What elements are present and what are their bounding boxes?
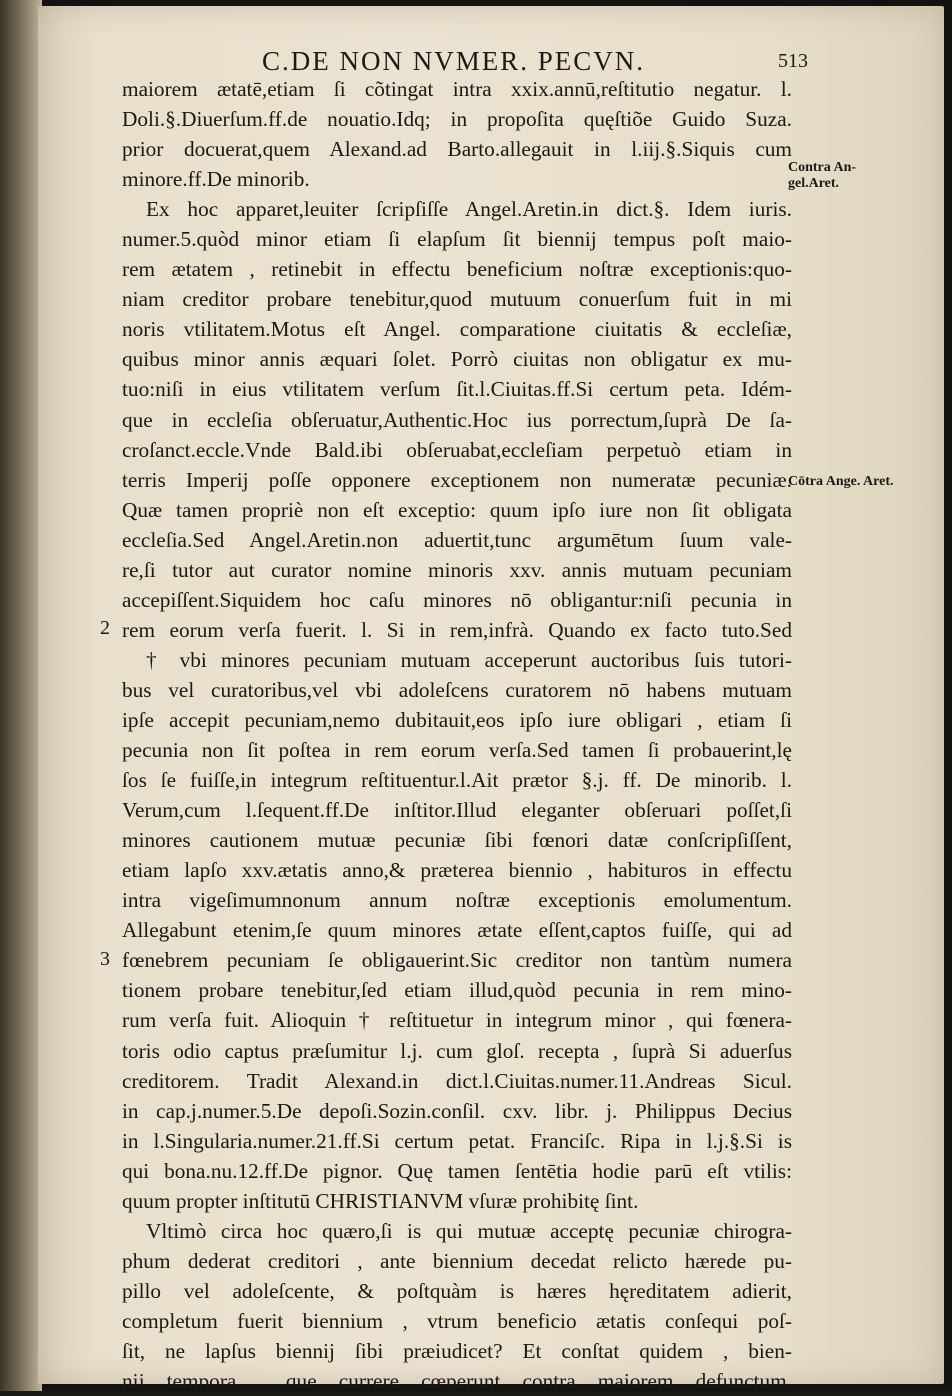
text-line: quum propter inſtitutū CHRISTIANVM vſuræ prohibitę ſint.: [122, 1188, 639, 1213]
text-line: qui bona.nu.12.ff.De pignor. Quę tamen ſentētia hodie parū eſt vtilis:: [122, 1158, 792, 1183]
folio-number: 513: [778, 50, 808, 72]
text-line: pillo vel adoleſcente, & poſtquàm is hæres hęreditatem adierit,: [122, 1278, 792, 1303]
margin-note-1: Contra An- gel.Aret.: [788, 160, 857, 191]
facing-page-edge: [0, 0, 42, 1391]
text-line: que in eccleſia obſeruatur,Authentic.Hoc ius porrectum,ſuprà De ſa-: [122, 407, 792, 432]
text-line: prior docuerat,quem Alexand.ad Barto.allegauit in l.iij.§.Siquis cum: [122, 137, 792, 162]
text-line: maiorem ætatē,etiam ſi cõtingat intra xxix.annū,reſtitutio negatur. l.: [122, 77, 792, 101]
margin-number-3: 3: [100, 948, 110, 970]
text-line: in cap.j.numer.5.De depoſi.Sozin.conſil. cxv. libr. j. Philippus Decius: [122, 1098, 792, 1123]
text-line: intra vigeſimumnonum annum noſtræ exceptionis emolumentum.: [122, 888, 792, 913]
text-line: tuo:niſi in eius vtilitatem verſum ſit.l.Ciuitas.ff.Si certum peta. Idém-: [122, 377, 792, 402]
text-line: ſit, ne lapſus biennij ſibi præiudicet? Et conſtat quidem , bien-: [122, 1338, 792, 1363]
text-line: terris Imperij poſſe opponere exceptionem non numeratæ pecuniæ.: [122, 467, 792, 492]
margin-note-2: Cōtra Ange. Aret.: [788, 474, 894, 489]
text-line: ſos ſe fuiſſe,in integrum reſtituentur.l.Ait prætor §.j. ff. De minorib. l.: [122, 768, 792, 793]
text-line: minores cautionem mutuæ pecuniæ ſibi fœnori datæ conſcripſiſſent,: [122, 828, 792, 853]
text-line: in l.Singularia.numer.21.ff.Si certum petat. Franciſc. Ripa in l.j.§.Si is: [122, 1128, 792, 1153]
text-line: Quæ tamen propriè non eſt exceptio: quum ipſo iure non ſit obligata: [122, 497, 792, 522]
text-line: toris odio captus præſumitur l.j. cum gloſ. recepta , ſuprà Si aduerſus: [122, 1038, 792, 1063]
text-line: Doli.§.Diuerſum.ff.de nouatio.Idq; in propoſita quęſtiõe Guido Suza.: [122, 107, 792, 132]
margin-number-2: 2: [100, 617, 110, 639]
text-line: tionem probare tenebitur,ſed etiam illud,quòd pecunia in rem mino-: [122, 978, 792, 1003]
text-line: noris vtilitatem.Motus eſt Angel. comparatione ciuitatis & eccleſiæ,: [122, 317, 792, 342]
text-line: phum dederat creditori , ante biennium decedat relicto hærede pu-: [122, 1248, 792, 1273]
text-line: rem eorum verſa fuerit. l. Si in rem,infrà. Quando ex facto tuto.Sed: [122, 617, 792, 642]
text-line: Vltimò circa hoc quæro,ſi is qui mutuæ acceptę pecuniæ chirogra-: [146, 1218, 792, 1243]
text-line: accepiſſent.Siquidem hoc caſu minores nō obligantur:niſi pecunia in: [122, 587, 792, 612]
text-line: rum verſa fuit. Alioquin † reſtituetur in integrum minor , qui fœnera-: [122, 1008, 792, 1033]
text-line: Allegabunt etenim,ſe quum minores ætate eſſent,captos fuiſſe, qui ad: [122, 918, 792, 943]
text-line: pecunia non ſit poſtea in rem eorum verſa.Sed tamen ſi probauerint,lę: [122, 738, 792, 763]
text-line: minore.ff.De minorib.: [122, 167, 310, 192]
text-line: rem ætatem , retinebit in effectu beneficium noſtræ exceptionis:quo-: [122, 257, 792, 282]
text-line: quibus minor annis æquari ſolet. Porrò ciuitas non obligatur ex mu-: [122, 347, 792, 372]
text-line: croſanct.eccle.Vnde Bald.ibi obſeruabat,eccleſiam perpetuò etiam in: [122, 437, 792, 462]
text-line: Ex hoc apparet,leuiter ſcripſiſſe Angel.Aretin.in dict.§. Idem iuris.: [146, 197, 792, 222]
text-line: nij tempora , quę currere cœperunt contra maiorem defunctum,: [122, 1369, 792, 1394]
text-line: numer.5.quòd minor etiam ſi elapſum ſit biennij tempus poſt maio-: [122, 227, 792, 252]
text-line: niam creditor probare tenebitur,quod mutuum conuerſum fuit in mi: [122, 287, 792, 312]
text-line: re,ſi tutor aut curator nomine minoris xxv. annis mutuam pecuniam: [122, 557, 792, 582]
text-line: † vbi minores pecuniam mutuam acceperunt auctoribus ſuis tutori-: [146, 647, 792, 672]
text-line: fœnebrem pecuniam ſe obligauerint.Sic creditor non tantùm numera: [122, 948, 792, 973]
text-line: bus vel curatoribus,vel vbi adoleſcens curatorem nō habens mutuam: [122, 677, 792, 702]
text-line: etiam lapſo xxv.ætatis anno,& præterea biennio , habituros in effectu: [122, 858, 792, 883]
text-line: Verum,cum l.ſequent.ff.De inſtitor.Illud eleganter obſeruari poſſet,ſi: [122, 798, 792, 823]
text-line: ipſe accepit pecuniam,nemo dubitauit,eos ipſo iure obligari , etiam ſi: [122, 707, 792, 732]
text-line: creditorem. Tradit Alexand.in dict.l.Ciuitas.numer.11.Andreas Sicul.: [122, 1068, 792, 1093]
body-text-block: [122, 74, 792, 1396]
text-line: completum fuerit biennium , vtrum beneficio ætatis conſequi poſ-: [122, 1308, 792, 1333]
running-title: C.DE NON NVMER. PECVN.: [262, 46, 646, 76]
text-line: eccleſia.Sed Angel.Aretin.non aduertit,tunc argumētum ſuum vale-: [122, 527, 792, 552]
